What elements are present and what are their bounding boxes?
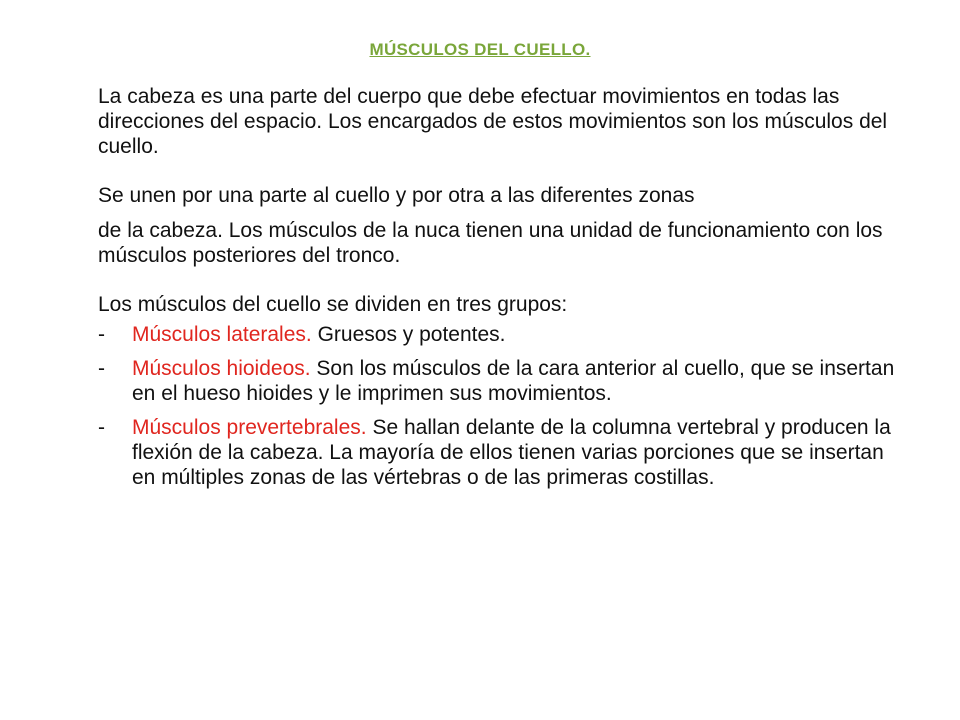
slide-body [98,84,898,490]
group-term: Músculos prevertebrales. [132,416,367,439]
intro-paragraph: La cabeza es una parte del cuerpo que debe efectuar movimientos en todas las direcciones del espacio. Los encargados de estos movimientos son los músculos del cuello. [98,85,888,158]
bullet-dash: - [98,323,105,346]
group-term: Músculos hioideos. [132,357,311,380]
group-description: Gruesos y potentes. [311,323,506,346]
list-item-prevertebrales [98,415,898,490]
bullet-dash: - [98,416,105,439]
muscle-groups-list [98,322,898,490]
union-paragraph-line2: de la cabeza. Los músculos de la nuca tienen una unidad de funcionamiento con los músculos posteriores del tronco. [98,219,883,267]
list-item-hioideos [98,356,898,406]
union-paragraph-line1: Se unen por una parte al cuello y por otra a las diferentes zonas [98,184,695,207]
list-item-lateral [98,322,898,347]
group-description: Son los músculos de la cara anterior al cuello, que se insertan en el hueso hioides y le imprimen sus movimientos. [132,357,895,405]
groups-intro-paragraph: Los músculos del cuello se dividen en tres grupos: [98,293,568,316]
bullet-dash: - [98,357,105,380]
group-term: Músculos laterales. [132,323,312,346]
group-description: Se hallan delante de la columna vertebral y producen la flexión de la cabeza. La mayoría de ellos tienen varias porciones que se insertan en múltiples zonas de las vértebras o de las primeras costillas. [132,416,891,489]
slide-title: MÚSCULOS DEL CUELLO. [369,40,591,59]
